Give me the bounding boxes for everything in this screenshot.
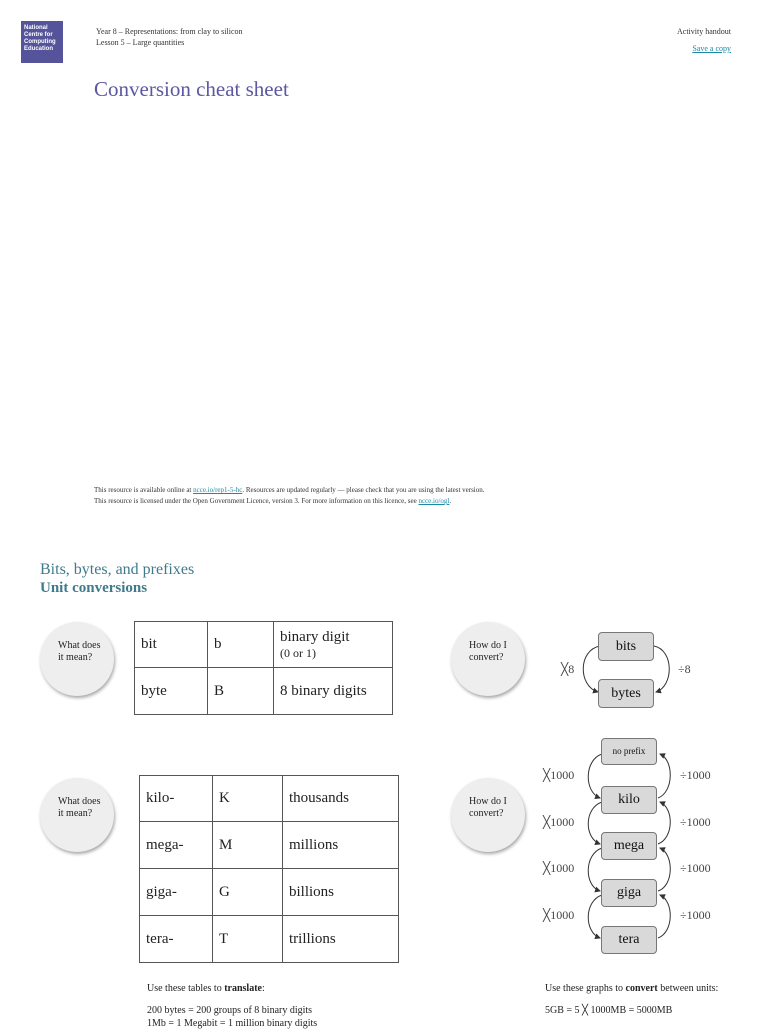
- prefix-symbol: G: [213, 869, 283, 916]
- what-label-2: What does it mean?: [58, 796, 101, 819]
- node-tera: tera: [601, 926, 657, 954]
- resource-link[interactable]: ncce.io/rep1-5-hc: [193, 486, 243, 494]
- convert-bold: convert: [625, 983, 658, 994]
- doc-meta: [677, 26, 731, 54]
- logo-line-3: Computing: [24, 39, 56, 45]
- what-does-it-mean-bubble-1: [40, 622, 114, 696]
- node-kilo: kilo: [601, 786, 657, 814]
- logo-line-1: National: [24, 25, 48, 31]
- footer-line2-prefix: This resource is licensed under the Open Government Licence, version 3. For more information on this licence, see: [94, 497, 419, 505]
- translate-example-2: 1Mb = 1 Megabit = 1 million binary digits: [147, 1018, 318, 1029]
- arrow-right-1: [658, 754, 670, 798]
- arrow-left-2: [588, 802, 602, 844]
- what-label-1: What does it mean?: [58, 640, 101, 663]
- translate-prefix: Use these tables to: [147, 983, 225, 994]
- divide-label-4: ÷1000: [680, 908, 711, 922]
- translate-bold: translate: [224, 983, 262, 994]
- footer-line1-suffix: . Resources are updated regularly — please check that you are using the latest version.: [242, 486, 485, 494]
- how-do-i-convert-bubble-2: [451, 778, 525, 852]
- save-copy-link[interactable]: Save a copy: [692, 44, 731, 53]
- multiply-label-3: ╳1000: [543, 861, 575, 875]
- prefix-table: [139, 775, 399, 963]
- unit-symbol: B: [208, 668, 274, 715]
- footer-line1-prefix: This resource is available online at: [94, 486, 194, 494]
- what-does-it-mean-bubble-2: [40, 778, 114, 852]
- page-title: Conversion cheat sheet: [94, 77, 289, 101]
- node-giga: giga: [601, 879, 657, 907]
- unit-symbol: b: [208, 622, 274, 668]
- section-heading: Bits, bytes, and prefixes: [40, 561, 195, 578]
- course-info: [96, 26, 243, 48]
- course-line-2: Lesson 5 – Large quantities: [96, 38, 185, 47]
- logo-line-2: Centre for: [24, 32, 53, 38]
- unit-meaning-cell: [274, 622, 393, 668]
- table-row: [135, 622, 393, 668]
- arrow-left-4: [588, 895, 602, 938]
- prefix-meaning: billions: [283, 869, 399, 916]
- divide-label-3: ÷1000: [680, 861, 711, 875]
- ncce-logo: [21, 21, 63, 63]
- convert-note: [545, 982, 725, 1017]
- how-label-2: How do I convert?: [469, 796, 507, 819]
- translate-note: [147, 982, 407, 1030]
- table-row: [140, 776, 399, 822]
- convert-example-1: 5GB = 5 ╳ 1000MB = 5000MB: [545, 1005, 673, 1016]
- arrow-left-1: [588, 754, 602, 798]
- multiply-label-1: ╳1000: [543, 768, 575, 782]
- how-label-1: How do I convert?: [469, 640, 507, 663]
- prefix-name: kilo-: [140, 776, 213, 822]
- arrow-right-3: [658, 848, 670, 891]
- divide-label-2: ÷1000: [680, 815, 711, 829]
- section-subheading: Unit conversions: [40, 580, 148, 596]
- unit-note: (0 or 1): [280, 645, 316, 660]
- divide-arrow: [654, 646, 669, 692]
- prefix-name: giga-: [140, 869, 213, 916]
- prefix-meaning: trillions: [283, 916, 399, 963]
- unit-name: bit: [135, 622, 208, 668]
- doc-type: Activity handout: [677, 27, 731, 36]
- license-note: [94, 485, 485, 507]
- divide-label: ÷8: [678, 662, 691, 676]
- arrow-right-4: [658, 895, 670, 938]
- prefix-symbol: K: [213, 776, 283, 822]
- unit-meaning: 8 binary digits: [274, 668, 393, 715]
- table-row: [140, 822, 399, 869]
- prefix-name: mega-: [140, 822, 213, 869]
- multiply-label-2: ╳1000: [543, 815, 575, 829]
- logo-line-4: Education: [24, 46, 54, 52]
- unit-name: byte: [135, 668, 208, 715]
- arrow-left-3: [588, 848, 602, 891]
- convert-prefix: Use these graphs to: [545, 983, 626, 994]
- node-bytes: bytes: [598, 679, 654, 708]
- node-mega: mega: [601, 832, 657, 860]
- unit-meaning: binary digit: [280, 628, 350, 645]
- course-line-1: Year 8 – Representations: from clay to silicon: [96, 27, 243, 36]
- divide-label-1: ÷1000: [680, 768, 711, 782]
- prefix-meaning: thousands: [283, 776, 399, 822]
- prefix-name: tera-: [140, 916, 213, 963]
- translate-example-1: 200 bytes = 200 groups of 8 binary digits: [147, 1005, 313, 1016]
- prefix-meaning: millions: [283, 822, 399, 869]
- convert-suffix: between units:: [657, 983, 719, 994]
- table-row: [140, 916, 399, 963]
- node-no-prefix: no prefix: [601, 738, 657, 765]
- table-row: [140, 869, 399, 916]
- arrow-right-2: [658, 802, 670, 844]
- multiply-label-4: ╳1000: [543, 908, 575, 922]
- multiply-label: ╳8: [561, 662, 575, 676]
- table-row: [135, 668, 393, 715]
- footer-line2-suffix: .: [449, 497, 452, 505]
- prefix-symbol: T: [213, 916, 283, 963]
- prefix-symbol: M: [213, 822, 283, 869]
- node-bits: bits: [598, 632, 654, 661]
- bits-bytes-table: [134, 621, 393, 715]
- licence-link[interactable]: ncce.io/ogl: [418, 497, 450, 505]
- translate-suffix: :: [261, 983, 265, 994]
- how-do-i-convert-bubble-1: [451, 622, 525, 696]
